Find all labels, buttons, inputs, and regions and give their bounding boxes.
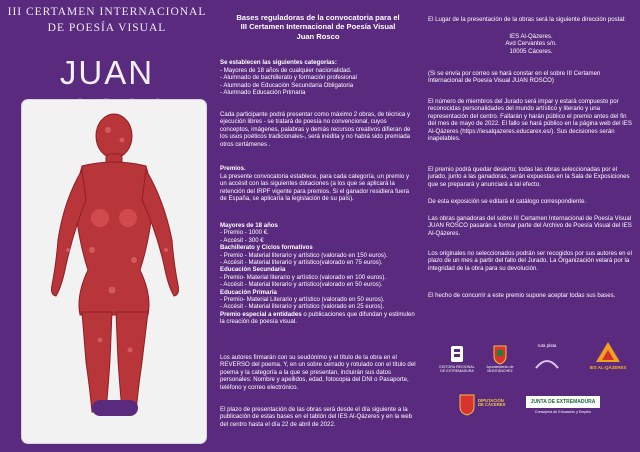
postal-address (428, 33, 634, 55)
diputacion-logo-text: DIPUTACIÓN DE CÁCERES (478, 398, 506, 407)
editora-shield-icon (442, 344, 472, 366)
junta-logo-subtext: Consejería de Educación y Empleo (534, 410, 592, 414)
ayuntamiento-logo (484, 344, 516, 376)
list-item: - Alumnado de Educación Secundaria Obligatoria (220, 81, 354, 89)
rules-title-line-3: Juan Rosco (296, 31, 340, 41)
ies-triangle-icon (584, 340, 632, 366)
junta-extremadura-logo (526, 396, 600, 422)
prize-list (220, 222, 420, 326)
list-item: - Premio- Material Literario y artístico (valorado en 50 euros). (220, 296, 385, 304)
list-item: - Accésit - Material literario y artístico(valorado en 75 euros). (220, 259, 383, 267)
address-line: IES Al-Qázeres. (509, 33, 553, 40)
accept-paragraph: El hecho de concurrir a este premio supone aceptar todas sus bases. (428, 292, 616, 299)
address-line: Avd Cervantes s/n. (505, 40, 557, 48)
rules-title-line-2: III Certamen Internacional de Poesía Visual (240, 22, 396, 32)
editora-regional-logo (439, 344, 475, 374)
list-item: - Premio - Material literario y artístico (valorado en 150 euros). (220, 251, 388, 259)
poet-name-heading: JUAN (59, 54, 155, 91)
special-prize (220, 311, 420, 326)
catalog-paragraph: De esta exposición se editará el catálogo correspondiente. (428, 198, 587, 205)
list-item: - Accésit - Material literario y artístico (valorado en 25 euros). (220, 303, 385, 311)
category-heading: Mayores de 18 años (220, 222, 278, 229)
contest-title-line-1: III CERTAMEN INTERNACIONAL (7, 6, 207, 18)
rules-panel (214, 0, 422, 452)
special-prize-text: o publicaciones que difundan y estimulen la creación de poesía visual. (220, 310, 415, 326)
ies-logo-text: IES AL-QÁZERES (589, 365, 627, 370)
list-item: - Alumnado de bachillerato y formación profesional (220, 74, 357, 82)
contest-title-line-2: DE POESÍA VISUAL (47, 22, 167, 34)
categories-list (220, 67, 420, 97)
works-paragraph: Cada participante podrá presentar como máximo 2 obras, de técnica y ejecución libres - se tratará de poesía no convencional, cuyos conceptos, imágenes, palabras y demás recursos creativos difieran de los usos poéticos tradicionales-, será inédita y no habrá sido premiada otros certámenes . (220, 111, 411, 148)
mail-note: (Si se envía por correo se hará constar en el sobre III Certamen Internacional de Poesía Visual JUAN ROSCO) (428, 70, 601, 85)
list-item: - Alumnado Educación Primaria (220, 89, 306, 97)
jury-paragraph: El número de miembros del Jurado será impar y estará compuesto por reconocidas personalidades del mundo artístico y literario y una representación del centro. Fallarán y harán público el premio antes del fin del mes de mayo de 2022. El fallo se hará público en la página web del IES Al-Qázeres (https://iesalqazeres.educarex.es/). Sus decisiones serán inapelables. (428, 98, 632, 143)
cutting-board-image (22, 100, 206, 443)
meat-figure-illustration (22, 100, 206, 443)
ruta-plata-logo (532, 344, 562, 374)
info-panel (422, 0, 640, 452)
junta-logo-text: JUNTA DE EXTREMADURA (526, 396, 600, 408)
ies-alqazeres-logo (584, 340, 632, 376)
list-item: - Premio- Material literario y artístico (valorado en 100 euros). (220, 273, 386, 281)
authors-paragraph: Los autores firmarán con su seudónimo y el título de la obra en el REVERSO del poema. Y, en un sobre cerrado y rotulado con el título del poema y la categoría a la que se presentan, incluirán sus datos personales: Nombre y apellidos, edad, fotocopia del DNI o Pasaporte, teléfono y correo electrónico. (220, 354, 416, 391)
category-heading: Educación Secundaria (220, 266, 286, 274)
prizes-heading: Premios. (220, 165, 246, 172)
categories-heading: Se establecen las siguientes categorías: (220, 59, 337, 66)
desert-paragraph: El premio podrá quedar desierto; todas las obras seleccionadas por el jurado, junto a las ganadoras, serán expuestas en la Sala de Exposiciones que se preparará y anunciará a tal efecto. (428, 166, 630, 188)
list-item: - Mayores de 18 años de cualquier nacionalidad. (220, 67, 352, 74)
list-item: - Accésit - 300 € (220, 236, 264, 244)
prizes-paragraph: La presente convocatoria establece, para cada categoría, un premio y un accésit con las siguientes dotaciones (a los que se aplicará la retención del IRPF vigente para premios. Si el ganador residiera fuera de España, se aplicaría la legislación de su país). (220, 173, 410, 203)
list-item: - Premio - 1000 €. (220, 229, 269, 237)
diputacion-logo (458, 393, 506, 425)
archive-paragraph: Las obras ganadoras del sobre III Certamen Internacional de Poesía Visual JUAN ROSCO pasarán a formar parte del Archivo de Poesía Visual del IES Al-Qázeres. (428, 215, 632, 237)
board-handle-hole (92, 400, 138, 416)
deadline-paragraph: El plazo de presentación de las obras será desde el día siguiente a la publicación de estas bases en el tablón del IES Al-Qázeres y en la web del centro hasta el día 22 de abril de 2022. (220, 406, 413, 428)
special-prize-label: Premio especial a entidades (220, 310, 302, 318)
ayuntamiento-logo-text: Ayuntamiento de MONTÁNCHEZ (486, 365, 514, 373)
road-icon (532, 350, 562, 372)
address-line: 10005 Cáceres. (509, 47, 553, 55)
category-heading: Bachillerato y Ciclos formativos (220, 244, 313, 252)
editora-logo-text: EDITORA REGIONAL DE EXTREMADURA (439, 365, 475, 373)
category-heading: Educación Primaria (220, 288, 277, 296)
ruta-plata-text: ruta plata (537, 343, 557, 348)
list-item: - Accésit - Material literario y artístico(valorado en 50 euros). (220, 281, 383, 289)
coat-of-arms-icon (484, 344, 516, 366)
rules-title (220, 13, 416, 41)
place-intro: El Lugar de la presentación de la obras será la siguiente dirección postal: (428, 16, 626, 23)
cover-panel (0, 0, 214, 452)
originals-paragraph: Los originales no seleccionados podrán ser recogidos por sus autores en el plazo de un mes a partir del fallo del Jurado. La Organización velará por la integridad de la obra para su devolución. (428, 250, 632, 272)
rules-title-line-1: Bases reguladoras de la convocatoria para el (236, 13, 400, 22)
diputacion-shield-icon (458, 393, 476, 417)
